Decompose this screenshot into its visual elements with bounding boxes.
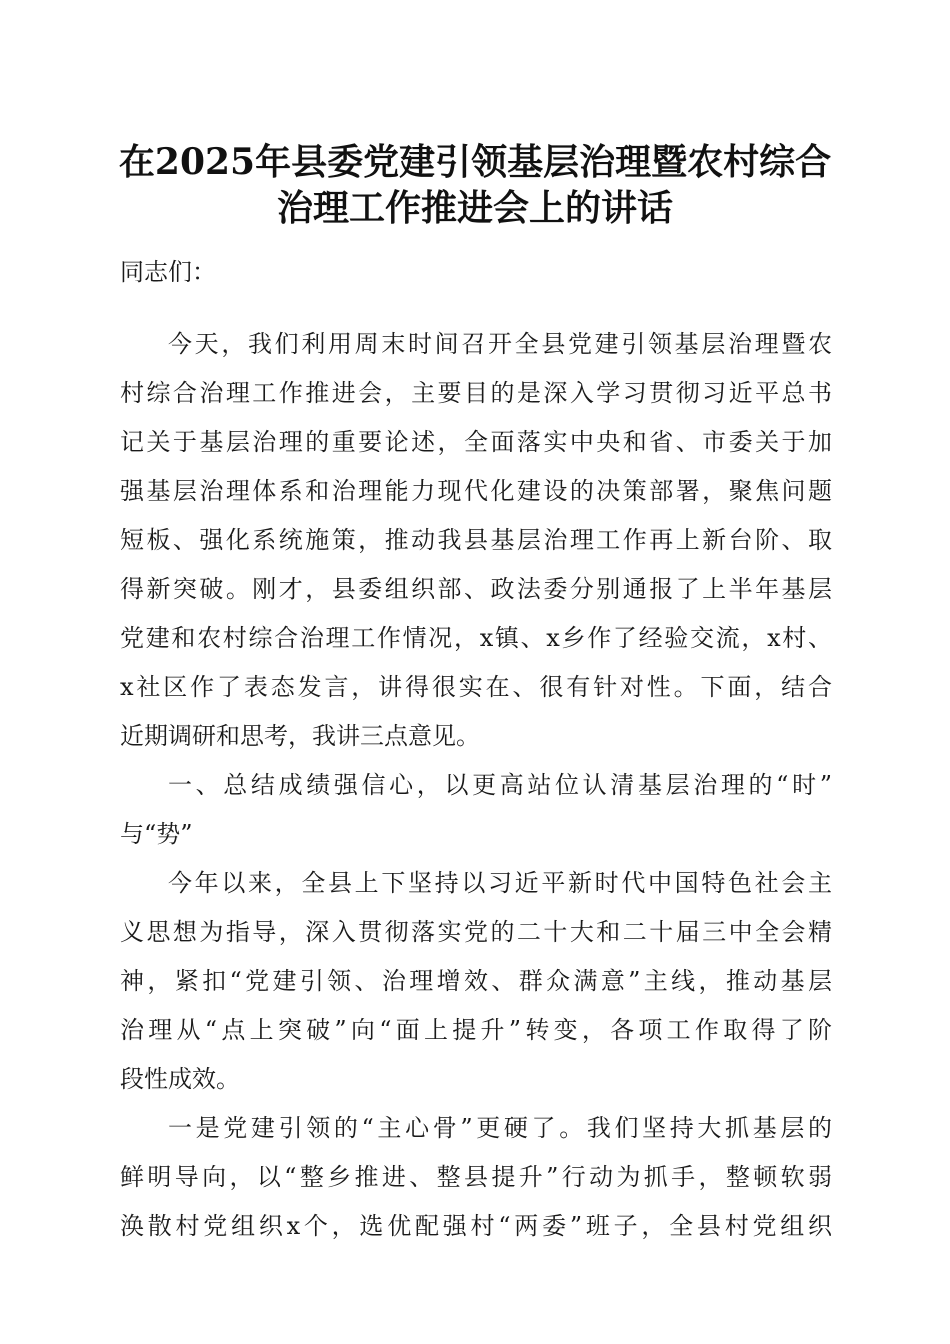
body-line: 短板、强化系统施策，推动我县基层治理工作再上新台阶、取	[120, 526, 832, 554]
salutation: 同志们：	[120, 258, 216, 286]
document-title-line-2: 治理工作推进会上的讲话	[276, 187, 673, 229]
body-line: 今年以来，全县上下坚持以习近平新时代中国特色社会主	[168, 869, 832, 897]
body-line: 段性成效。	[120, 1065, 240, 1093]
body-line: x社区作了表态发言，讲得很实在、很有针对性。下面，结合	[120, 673, 832, 701]
body-line: 村综合治理工作推进会，主要目的是深入学习贯彻习近平总书	[120, 379, 832, 407]
section-heading-line: 与“势”	[120, 820, 193, 848]
body-line: 鲜明导向，以“整乡推进、整县提升”行动为抓手，整顿软弱	[120, 1163, 832, 1191]
section-heading-line: 一、总结成绩强信心，以更高站位认清基层治理的“时”	[168, 771, 832, 799]
body-line: 近期调研和思考，我讲三点意见。	[120, 722, 480, 750]
body-line: 强基层治理体系和治理能力现代化建设的决策部署，聚焦问题	[120, 477, 832, 505]
body-line: 神，紧扣“党建引领、治理增效、群众满意”主线，推动基层	[120, 967, 832, 995]
document-title-line-1: 在2025年县委党建引领基层治理暨农村综合	[118, 141, 832, 183]
body-line: 治理从“点上突破”向“面上提升”转变，各项工作取得了阶	[120, 1016, 832, 1044]
body-line: 得新突破。刚才，县委组织部、政法委分别通报了上半年基层	[120, 575, 832, 603]
body-line: 党建和农村综合治理工作情况，x镇、x乡作了经验交流，x村、	[120, 624, 832, 652]
body-line: 义思想为指导，深入贯彻落实党的二十大和二十届三中全会精	[120, 918, 832, 946]
body-line: 记关于基层治理的重要论述，全面落实中央和省、市委关于加	[120, 428, 832, 456]
body-line: 今天，我们利用周末时间召开全县党建引领基层治理暨农	[168, 330, 832, 358]
body-line: 涣散村党组织x个，选优配强村“两委”班子，全县村党组织	[120, 1212, 832, 1240]
body-line: 一是党建引领的“主心骨”更硬了。我们坚持大抓基层的	[168, 1114, 832, 1142]
